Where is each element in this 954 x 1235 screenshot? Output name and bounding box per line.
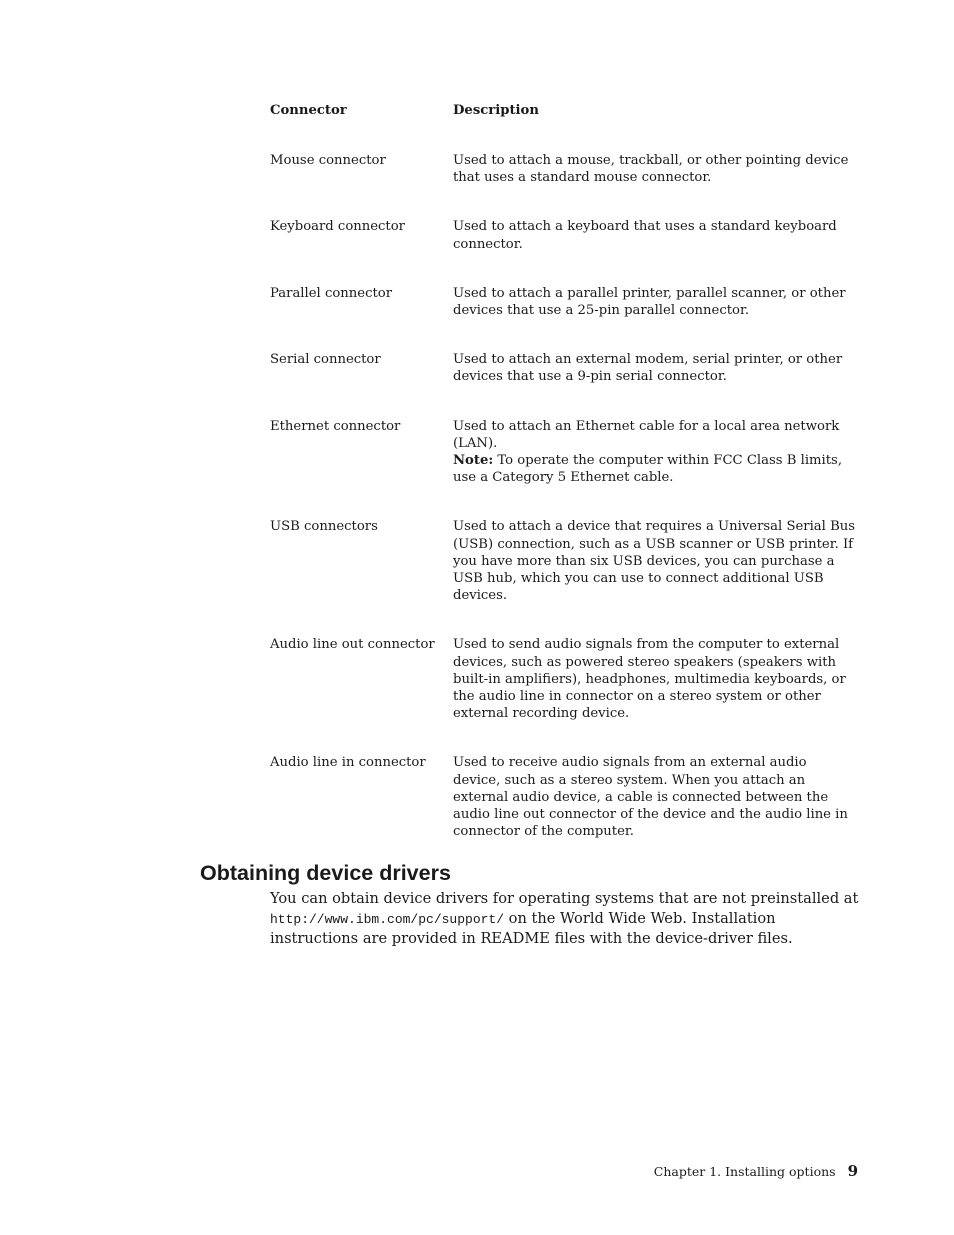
support-url-link[interactable]: http://www.ibm.com/pc/support/	[270, 911, 505, 927]
footer-chapter: Chapter 1. Installing options	[653, 1164, 836, 1179]
ethernet-note	[453, 452, 858, 486]
connector-description: Used to attach a mouse, trackball, or other pointing device that uses a standard mouse connector.	[453, 153, 849, 186]
connector-description: Used to attach an external modem, serial printer, or other devices that use a 9-pin serial connector.	[453, 352, 843, 385]
table-row	[270, 636, 858, 722]
page-footer	[654, 1162, 858, 1180]
table-row	[270, 418, 858, 487]
connector-name: Audio line out connector	[270, 637, 435, 653]
connector-name: Parallel connector	[270, 285, 393, 301]
header-description: Description	[453, 103, 539, 118]
connector-description: Used to receive audio signals from an external audio device, such as a stereo system. When you attach an external audio device, a cable is connected between the audio line out connector of the device and the audio line in connector of the computer.	[453, 755, 848, 840]
table-header	[270, 102, 858, 120]
paragraph-text-end: on the World Wide Web. Installation instructions are provided in README files with the device-driver files.	[270, 909, 793, 947]
table-row	[270, 754, 858, 840]
connector-description: Used to attach a device that requires a Universal Serial Bus (USB) connection, such as a USB scanner or USB printer. If you have more than six USB devices, you can purchase a USB hub, which you can use to connect additional USB devices.	[453, 519, 856, 604]
connector-name: Keyboard connector	[270, 219, 405, 235]
paragraph-text-start: You can obtain device drivers for operating systems that are not preinstalled at	[270, 890, 859, 907]
table-row	[270, 351, 858, 385]
table-row	[270, 152, 858, 186]
section-title: Obtaining device drivers	[200, 861, 451, 885]
connector-name: USB connectors	[270, 519, 378, 535]
connector-name: Ethernet connector	[270, 418, 401, 434]
connector-table	[270, 102, 858, 872]
table-row	[270, 285, 858, 319]
connector-name: Mouse connector	[270, 153, 386, 168]
connector-name: Audio line in connector	[270, 755, 426, 771]
connector-description: Used to attach an Ethernet cable for a local area network (LAN).	[453, 418, 840, 451]
note-label: Note:	[453, 453, 494, 469]
connector-description: Used to attach a parallel printer, parallel scanner, or other devices that use a 25-pin parallel connector.	[453, 285, 846, 319]
connector-description-block	[453, 418, 858, 487]
connector-name: Serial connector	[270, 352, 381, 368]
section-paragraph	[270, 889, 860, 949]
header-connector: Connector	[270, 103, 347, 118]
connector-description: Used to attach a keyboard that uses a standard keyboard connector.	[453, 219, 837, 252]
table-row	[270, 518, 858, 604]
page-number: 9	[847, 1162, 858, 1180]
table-row	[270, 218, 858, 252]
note-text: To operate the computer within FCC Class B limits, use a Category 5 Ethernet cable.	[453, 453, 843, 486]
connector-description: Used to send audio signals from the computer to external devices, such as powered stereo speakers (speakers with built-in amplifiers), headphones, multimedia keyboards, or the audio line in connector on a stereo system or other external recording device.	[453, 637, 846, 722]
